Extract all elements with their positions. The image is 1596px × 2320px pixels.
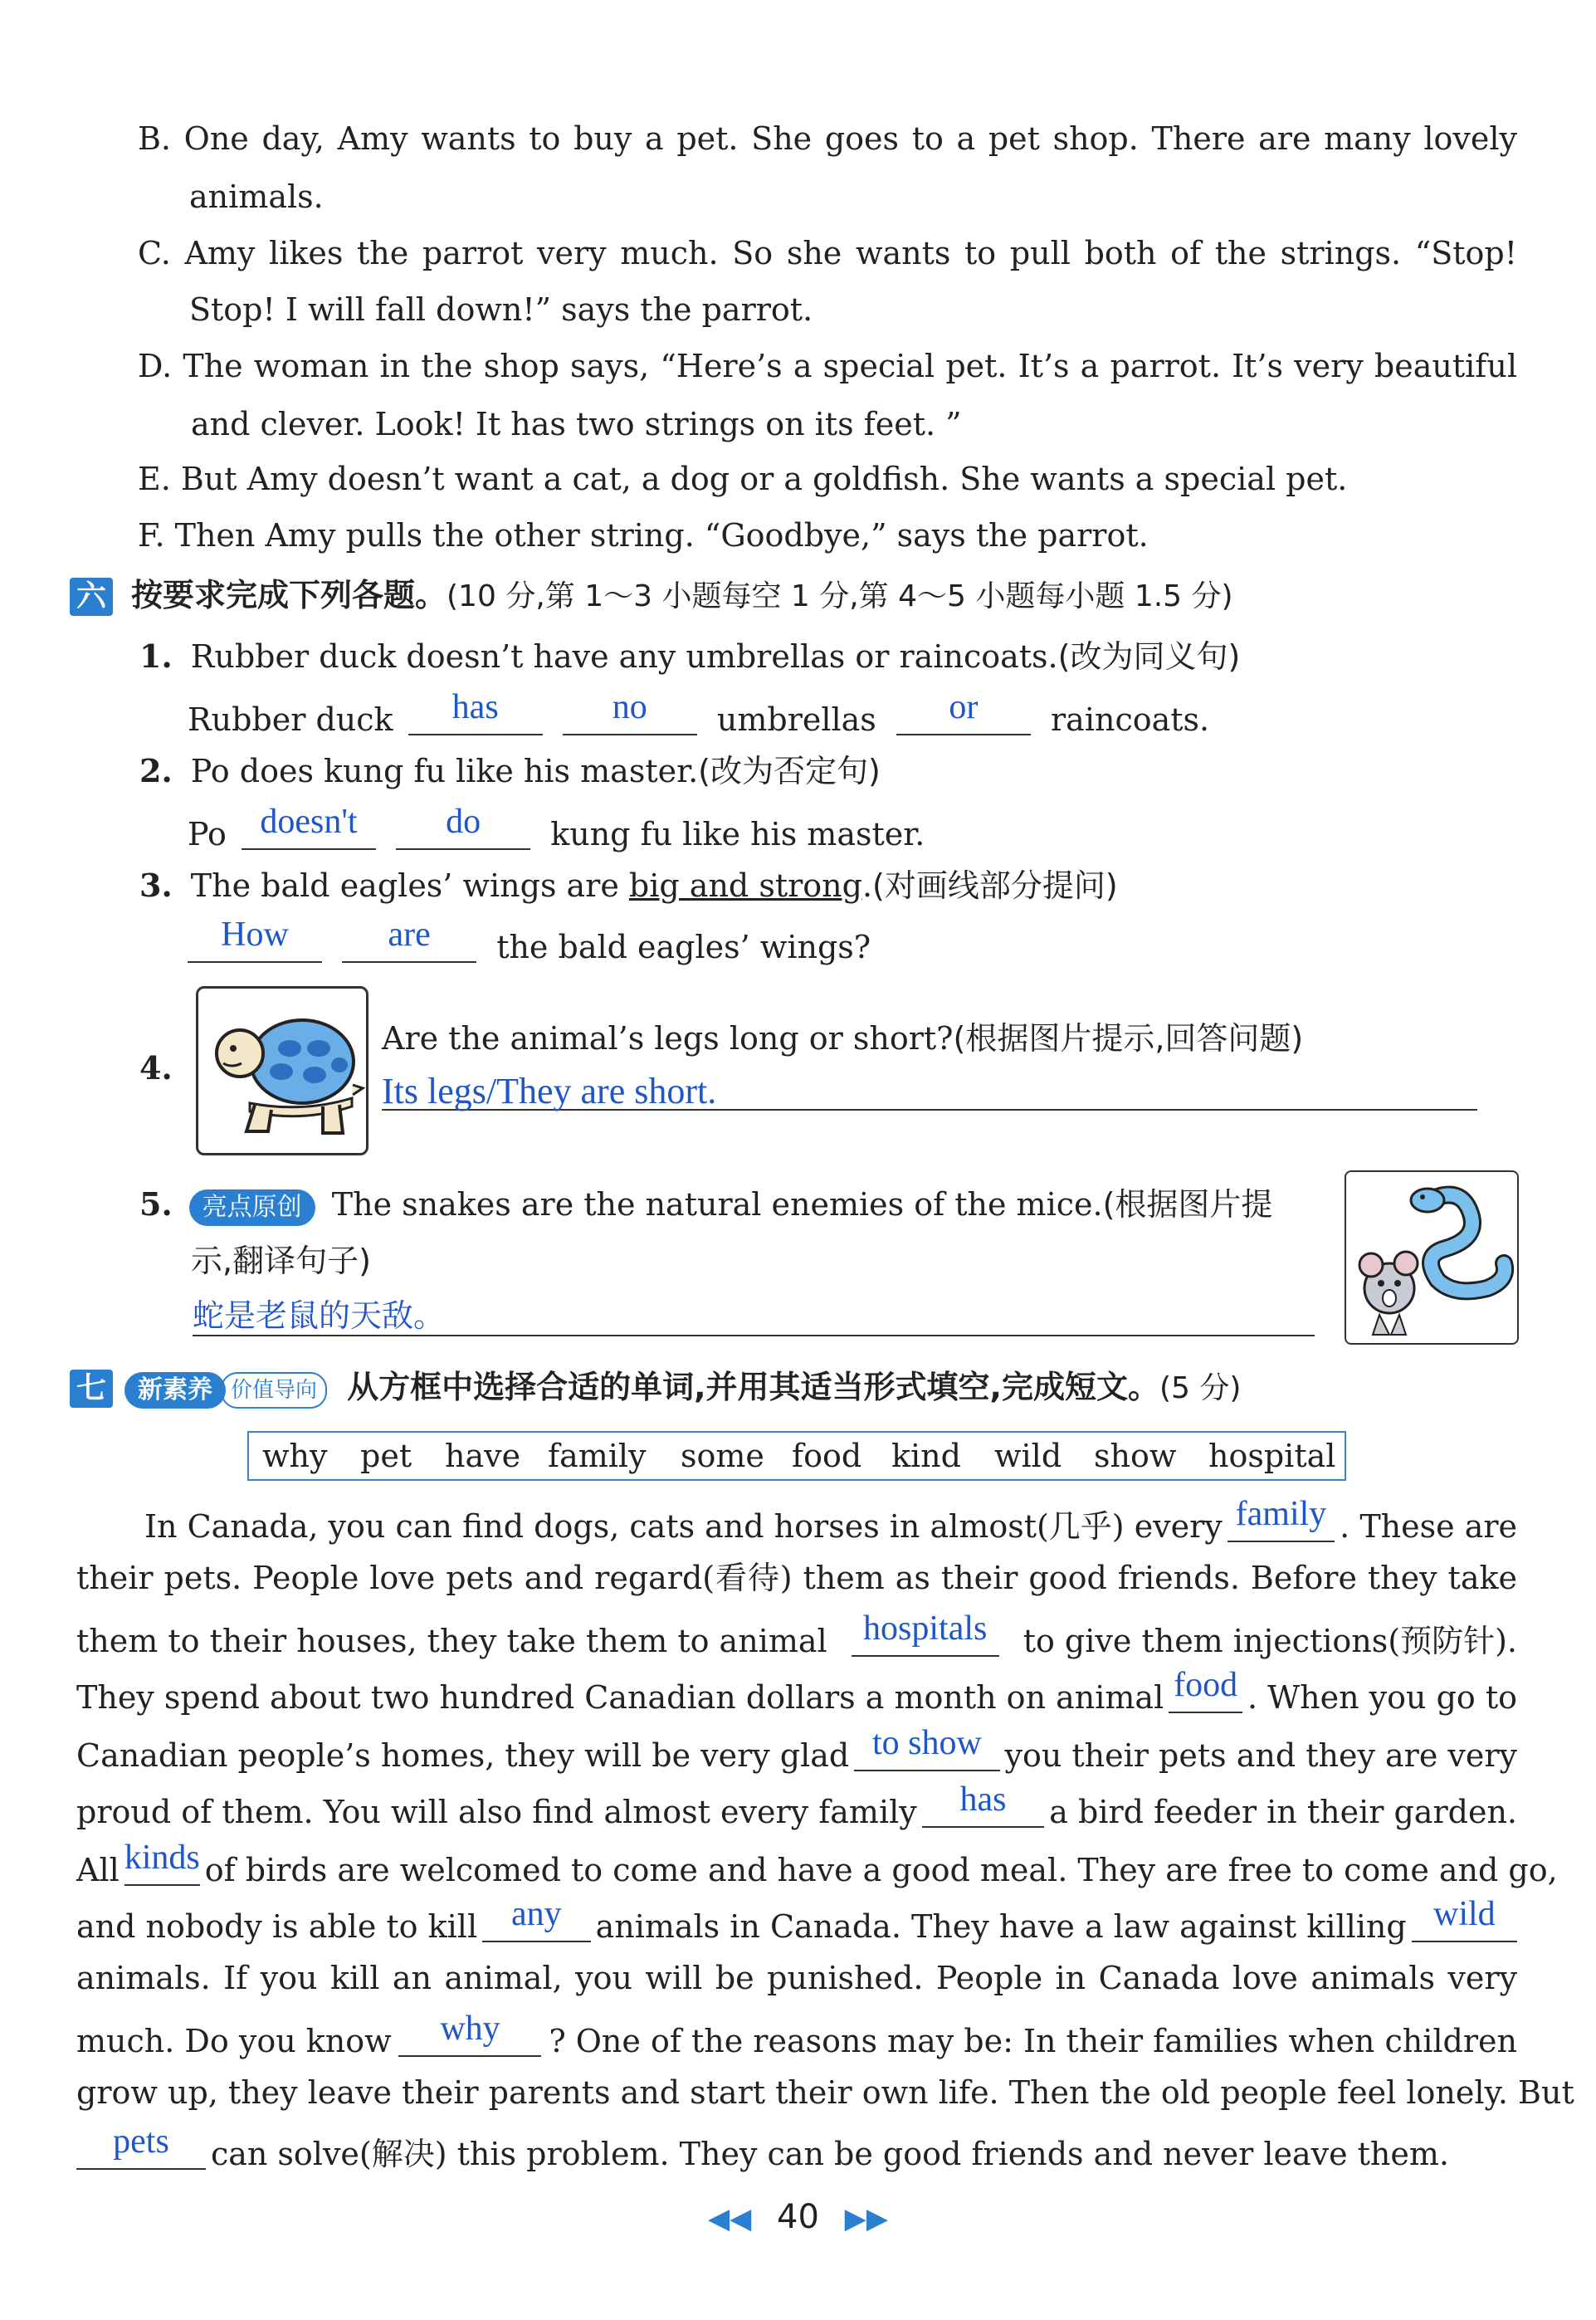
q1-blank-3[interactable]: or: [896, 689, 1031, 735]
passage-line-12: [76, 2122, 1449, 2175]
passage-text: much. Do you know: [76, 2023, 392, 2059]
section6-number-badge: 六: [70, 578, 113, 616]
word-option: food: [792, 1438, 862, 1474]
passage-line-3: [76, 1609, 1517, 1662]
q5-line1: [139, 1184, 1272, 1226]
option-c-line1: C. Amy likes the parrot very much. So she wants to pull both of the strings. “Stop!: [138, 235, 1517, 271]
option-d-line2: and clever. Look! It has two strings on its feet. ”: [191, 406, 962, 442]
word-option: some: [681, 1438, 764, 1474]
original-highlight-badge: 亮点原创: [189, 1189, 315, 1226]
q3-prompt: [139, 865, 1118, 906]
q2-hint: (改为否定句): [698, 753, 881, 789]
q2-number: 2.: [139, 752, 173, 789]
option-c-line2: Stop! I will fall down!” says the parrot.: [189, 291, 813, 328]
word-option: kind: [891, 1438, 961, 1474]
word-option: pet: [360, 1438, 412, 1474]
passage-blank-3[interactable]: food: [1169, 1667, 1242, 1713]
passage-blank-10[interactable]: pets: [76, 2123, 206, 2170]
q3-blank-2[interactable]: are: [342, 916, 476, 963]
q5-hint-2: 示,翻译句子): [191, 1243, 371, 1279]
q1-text: Rubber duck doesn’t have any umbrellas or raincoats.: [190, 638, 1058, 675]
passage-line-6: [76, 1780, 1517, 1833]
word-option: show: [1094, 1438, 1177, 1474]
q3-part1: the bald eagles’ wings?: [496, 929, 871, 965]
passage-text: Canadian people’s homes, they will be very glad: [76, 1737, 850, 1774]
q3-hint: (对画线部分提问): [872, 867, 1118, 904]
q2-prompt: [139, 750, 881, 792]
option-e-line1: E. But Amy doesn’t want a cat, a dog or a goldfish. She wants a special pet.: [138, 461, 1348, 497]
passage-text: . When you go to: [1247, 1679, 1517, 1716]
section7-score: (5 分): [1159, 1371, 1242, 1405]
q2-part2: kung fu like his master.: [550, 816, 925, 852]
q2-text: Po does kung fu like his master.: [190, 753, 699, 789]
q5-hint-1: (根据图片提: [1102, 1186, 1273, 1223]
section7-title: 从方框中选择合适的单词,并用其适当形式填空,完成短文。: [347, 1369, 1159, 1405]
q3-blank-1[interactable]: How: [188, 916, 322, 963]
passage-line-7: [76, 1839, 1558, 1891]
q1-part2: umbrellas: [716, 701, 876, 738]
passage-line-2: their pets. People love pets and regard(看待) them as their good friends. Before they take: [76, 1560, 1517, 1596]
q2-part1: Po: [188, 816, 227, 852]
passage-blank-4[interactable]: to show: [854, 1725, 999, 1771]
passage-text: them to their houses, they take them to animal: [76, 1623, 827, 1659]
snake-mouse-icon: [1346, 1172, 1517, 1343]
passage-text: . These are: [1340, 1508, 1517, 1545]
q3-number: 3.: [139, 867, 173, 904]
q5-answer[interactable]: [193, 1295, 1315, 1336]
q2-blank-2[interactable]: do: [396, 803, 530, 850]
option-d-line1: D. The woman in the shop says, “Here’s a special pet. It’s a parrot. It’s very beautiful: [138, 348, 1517, 384]
q2-blank-1[interactable]: doesn't: [242, 803, 376, 850]
passage-text: All: [76, 1852, 120, 1888]
passage-blank-8[interactable]: wild: [1412, 1896, 1517, 1942]
section7-header: [70, 1366, 1241, 1409]
double-right-arrow-icon[interactable]: ▶▶: [844, 2202, 888, 2235]
q1-blank-2[interactable]: no: [563, 689, 697, 735]
q2-answer-line: [188, 803, 925, 855]
double-left-arrow-icon[interactable]: ◀◀: [708, 2202, 752, 2235]
passage-line-11: grow up, they leave their parents and start their own life. Then the old people feel lonely. But: [76, 2074, 1574, 2111]
passage-text: They spend about two hundred Canadian dollars a month on animal: [76, 1679, 1164, 1716]
q1-part3: raincoats.: [1051, 701, 1210, 738]
tortoise-picture: [196, 986, 368, 1155]
word-option: hospital: [1208, 1438, 1336, 1474]
q1-hint: (改为同义句): [1057, 638, 1241, 675]
q3-text-2: .: [861, 867, 873, 904]
passage-line-9: animals. If you kill an animal, you will be punished. People in Canada love animals very: [76, 1960, 1517, 1996]
passage-blank-9[interactable]: why: [398, 2010, 541, 2057]
q1-part1: Rubber duck: [188, 701, 393, 738]
q3-underlined-part: big and strong: [628, 867, 862, 904]
passage-line-1: [144, 1495, 1517, 1547]
q5-number: 5.: [139, 1185, 173, 1223]
word-option: why: [262, 1438, 328, 1474]
q3-text-1: The bald eagles’ wings are: [190, 867, 629, 904]
q1-prompt: [139, 636, 1240, 677]
word-option: have: [445, 1438, 521, 1474]
passage-line-8: [76, 1895, 1517, 1947]
word-option: family: [548, 1438, 647, 1474]
section6-title: 按要求完成下列各题。: [131, 577, 447, 613]
passage-blank-6[interactable]: kinds: [124, 1839, 200, 1886]
passage-blank-7[interactable]: any: [482, 1896, 590, 1942]
section6-score: (10 分,第 1～3 小题每空 1 分,第 4～5 小题每小题 1.5 分): [447, 579, 1233, 613]
section7-number-badge: 七: [70, 1370, 113, 1408]
passage-text: ? One of the reasons may be: In their families when children: [549, 2023, 1517, 2059]
passage-blank-1[interactable]: family: [1228, 1496, 1335, 1542]
passage-line-10: [76, 2010, 1517, 2062]
passage-blank-5[interactable]: has: [922, 1781, 1045, 1828]
q4-answer[interactable]: [382, 1071, 1477, 1111]
passage-text: a bird feeder in their garden.: [1049, 1794, 1517, 1830]
page-number: 40: [777, 2198, 819, 2236]
q1-blank-1[interactable]: has: [408, 689, 543, 735]
passage-blank-2[interactable]: hospitals: [852, 1610, 999, 1657]
passage-text: animals in Canada. They have a law against killing: [595, 1908, 1407, 1945]
passage-text: and nobody is able to kill: [76, 1908, 478, 1945]
passage-line-4: [76, 1666, 1517, 1718]
q5-answer-text: 蛇是老鼠的天敌。: [193, 1297, 446, 1334]
value-orientation-badge: 价值导向: [221, 1372, 327, 1409]
option-b-line2: animals.: [189, 178, 324, 215]
q4-number: 4.: [139, 1049, 173, 1087]
passage-line-5: [76, 1724, 1517, 1776]
q4-answer-text: Its legs/They are short.: [382, 1071, 717, 1111]
passage-text: of birds are welcomed to come and have a good meal. They are free to come and go,: [204, 1852, 1558, 1888]
tortoise-icon: [198, 989, 366, 1153]
option-b-line1: B. One day, Amy wants to buy a pet. She goes to a pet shop. There are many lovely: [138, 120, 1517, 157]
passage-text: you their pets and they are very: [1004, 1737, 1517, 1774]
q4-hint: (根据图片提示,回答问题): [953, 1020, 1304, 1057]
passage-text: to give them injections(预防针).: [1023, 1623, 1517, 1659]
passage-text: proud of them. You will also find almost every family: [76, 1794, 917, 1830]
word-box: [247, 1431, 1346, 1481]
word-option: wild: [994, 1438, 1062, 1474]
passage-text: In Canada, you can find dogs, cats and horses in almost(几乎) every: [144, 1508, 1223, 1545]
passage-text: can solve(解决) this problem. They can be good friends and never leave them.: [210, 2136, 1449, 2172]
q4-prompt: [382, 1018, 1303, 1059]
option-f-line1: F. Then Amy pulls the other string. “Goodbye,” says the parrot.: [138, 517, 1149, 554]
q3-answer-line: [188, 916, 871, 968]
q1-number: 1.: [139, 637, 173, 675]
section6-header: [70, 574, 1233, 618]
new-literacy-badge: 新素养: [124, 1372, 226, 1409]
q1-answer-line: [188, 688, 1210, 740]
q5-text: The snakes are the natural enemies of the mice.: [331, 1186, 1103, 1223]
q4-text: Are the animal’s legs long or short?: [382, 1020, 954, 1057]
page-footer: [0, 2198, 1596, 2236]
snake-and-mouse-picture: [1345, 1170, 1519, 1345]
